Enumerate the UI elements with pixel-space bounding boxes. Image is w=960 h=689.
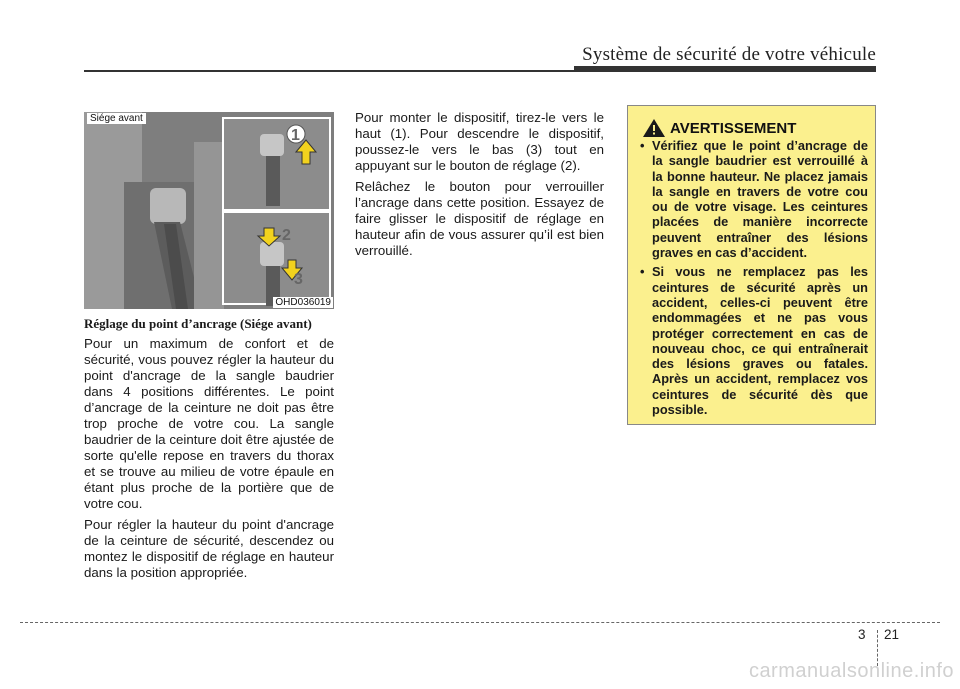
warning-list [638,138,868,421]
header-rule-thick [574,66,876,72]
warning-title: AVERTISSEMENT [670,119,797,137]
footer-rule [20,622,940,623]
warning-item-text: Si vous ne remplacez pas les ceintures de sécurité après un accident, celles-ci peuvent être endommagées et ne pas vous protéger correctement en cas de nouveau choc, ce qui entraînerait des lésions graves ou fatales. Après un accident, remplacez vos ceintures de sécurité dès que possible. [652,264,868,418]
warning-item [638,138,868,260]
chapter-number: 3 [858,627,866,642]
warning-bullet: • [640,264,645,280]
page-number: 21 [884,627,900,642]
callout-1: 1 [291,127,300,144]
section-subheading: Réglage du point d’ancrage (Siége avant) [84,316,312,331]
page-header-title: Système de sécurité de votre véhicule [582,44,876,65]
middle-paragraph-2: Relâchez le bouton pour verrouiller l’ancrage dans cette position. Essayez de faire glisser le dispositif de réglage en hauteur afin de vous assurer qu’il est bien verrouillé. [355,179,604,258]
figure-caption: Siége avant [87,113,146,124]
warning-header [642,118,796,138]
warning-triangle-icon [642,118,666,138]
left-column [84,316,334,586]
middle-paragraph-1: Pour monter le dispositif, tirez-le vers le haut (1). Pour descendre le dispositif, poussez-le vers le bas (3) tout en appuyant sur le bouton de réglage (2). [355,110,604,173]
callout-3: 3 [294,271,303,288]
left-paragraph-1: Pour un maximum de confort et de sécurité, vous pouvez régler la hauteur du point d'ancrage de la sangle baudrier dans 4 positions différentes. Le point d’ancrage de la ceinture ne doit pas être trop proche de votre cou. La sangle baudrier de la ceinture doit être ajustée de sorte qu'elle repose en travers du thorax et se trouve au milieu de votre épaule en étant plus proche de la portière que de votre cou. [84,336,334,511]
seatbelt-figure [84,112,334,309]
warning-bullet: • [640,138,645,153]
warning-box [627,105,876,425]
seatbelt-illustration [84,112,334,309]
left-paragraph-2: Pour régler la hauteur du point d'ancrage de la ceinture de sécurité, descendez ou montez le dispositif de réglage en hauteur dans la position appropriée. [84,517,334,580]
watermark: carmanualsonline.info [748,660,954,682]
warning-item-text: Vérifiez que le point d’ancrage de la sangle baudrier est verrouillé à la bonne hauteur. Ne placez jamais la sangle en travers de votre cou ou de votre visage. Les ceintures placées de manière incorrecte peuvent entraîner des lésions graves en cas d’accident. [652,138,868,261]
warning-item [638,264,868,417]
figure-code: OHD036019 [275,297,331,308]
callout-2: 2 [282,227,291,244]
header-rule-thin [84,70,574,72]
middle-column [355,110,604,264]
